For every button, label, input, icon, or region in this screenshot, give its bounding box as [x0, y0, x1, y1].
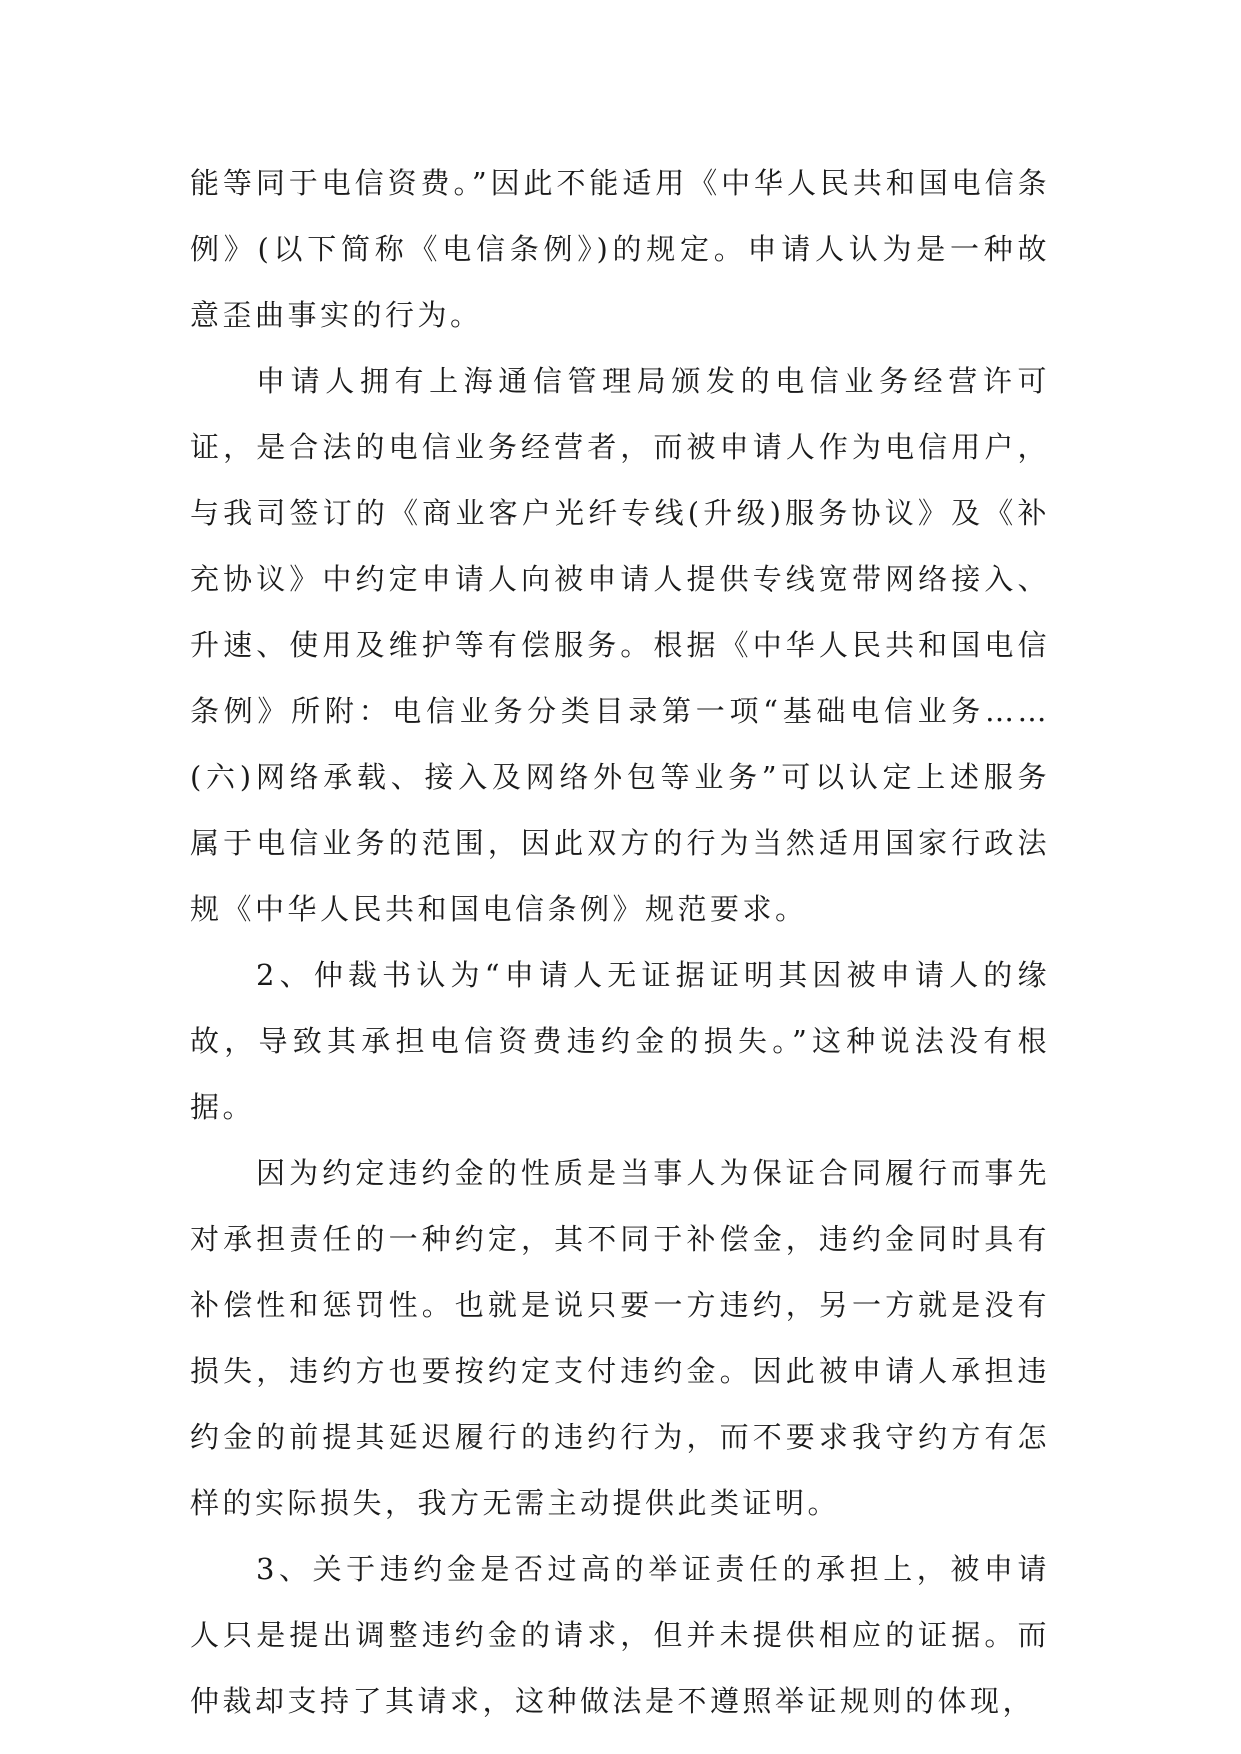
paragraph-telecom-license: 申请人拥有上海通信管理局颁发的电信业务经营许可证，是合法的电信业务经营者，而被申请人作为电信用户，与我司签订的《商业客户光纤专线(升级)服务协议》及《补充协议》中约定申请人向被申请人提供专线宽带网络接入、升速、使用及维护等有偿服务。根据《中华人民共和国电信条例》所附：电信业务分类目录第一项“基础电信业务……(六)网络承载、接入及网络外包等业务”可以认定上述服务属于电信业务的范围，因此双方的行为当然适用国家行政法规《中华人民共和国电信条例》规范要求。	[190, 364, 1050, 926]
paragraph-liquidated-damages: 因为约定违约金的性质是当事人为保证合同履行而事先对承担责任的一种约定，其不同于补偿金，违约金同时具有补偿性和惩罚性。也就是说只要一方违约，另一方就是没有损失，违约方也要按约定支付违约金。因此被申请人承担违约金的前提其延迟履行的违约行为，而不要求我守约方有怎样的实际损失，我方无需主动提供此类证明。	[190, 1156, 1050, 1520]
document-body	[190, 150, 1050, 1734]
paragraph-point-3: 3、关于违约金是否过高的举证责任的承担上，被申请人只是提出调整违约金的请求，但并未提供相应的证据。而仲裁却支持了其请求，这种做法是不遵照举证规则的体现，	[190, 1552, 1050, 1718]
paragraph-continuation: 能等同于电信资费。”因此不能适用《中华人民共和国电信条例》(以下简称《电信条例》)的规定。申请人认为是一种故意歪曲事实的行为。	[190, 166, 1050, 332]
paragraph-point-2: 2、仲裁书认为“申请人无证据证明其因被申请人的缘故，导致其承担电信资费违约金的损失。”这种说法没有根据。	[190, 958, 1050, 1124]
